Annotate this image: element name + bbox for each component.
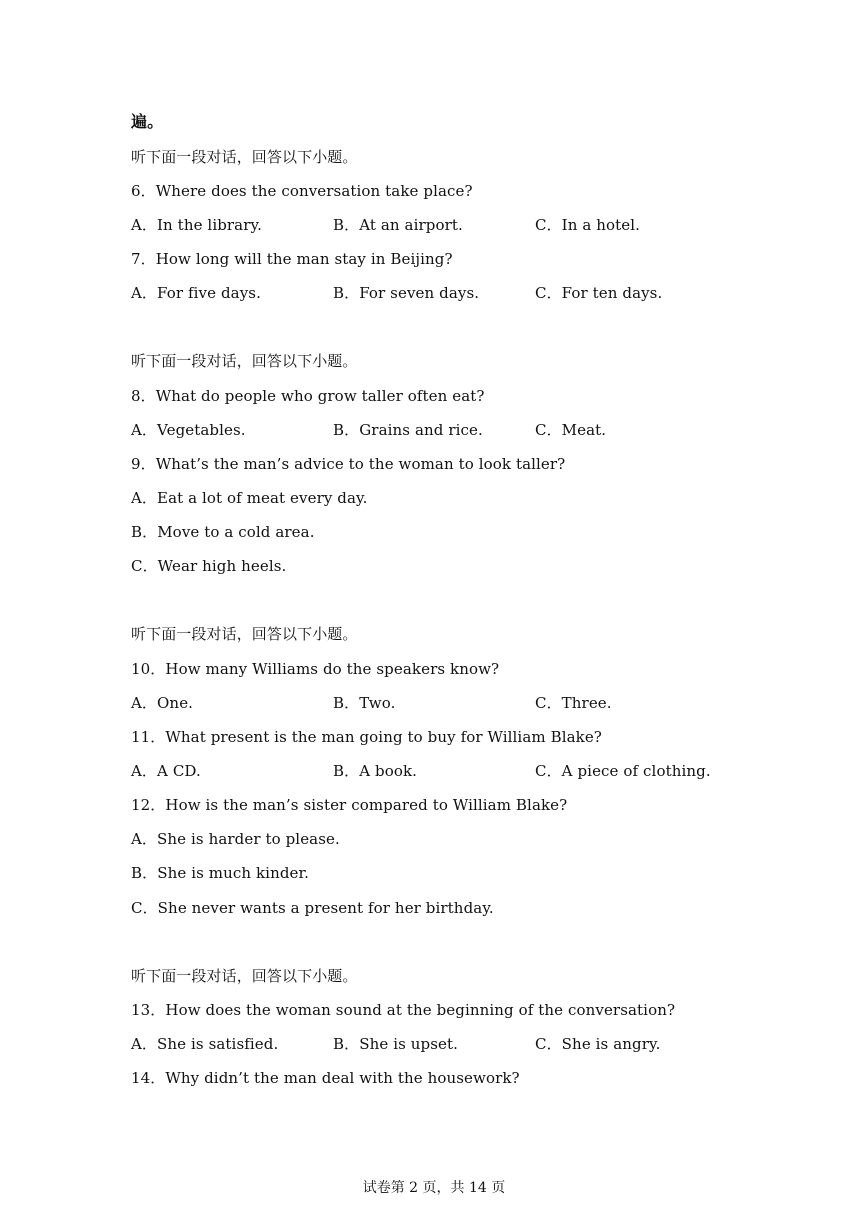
option-b: B．Move to a cold area. — [131, 523, 315, 541]
question-12: 12．How is the man’s sister compared to William Blake? — [131, 796, 568, 814]
option-c: C．A piece of clothing. — [535, 762, 711, 780]
option-c: C．For ten days. — [535, 284, 663, 302]
options-row — [0, 761, 868, 781]
option-b: B．She is upset. — [333, 1035, 459, 1053]
option-c: C．Three. — [535, 694, 612, 712]
option-b: B．For seven days. — [333, 284, 480, 302]
option-b: B．A book. — [333, 762, 418, 780]
question-7: 7．How long will the man stay in Beijing? — [131, 250, 453, 268]
option-b: B．At an airport. — [333, 216, 463, 234]
option-a: A．She is harder to please. — [131, 830, 340, 848]
options-row — [0, 693, 868, 713]
options-row — [0, 215, 868, 235]
question-14: 14．Why didn’t the man deal with the housework? — [131, 1069, 520, 1087]
question-8: 8．What do people who grow taller often eat? — [131, 387, 485, 405]
option-b: B．Two. — [333, 694, 396, 712]
option-b: B．She is much kinder. — [131, 864, 309, 882]
options-row — [0, 283, 868, 303]
continued-text: 遍。 — [131, 112, 164, 131]
option-c: C．She never wants a present for her birthday. — [131, 899, 494, 917]
question-9: 9．What’s the man’s advice to the woman to look taller? — [131, 455, 566, 473]
option-a: A．Eat a lot of meat every day. — [131, 489, 368, 507]
option-a: A．Vegetables. — [131, 421, 246, 439]
option-a: A．One. — [131, 694, 194, 712]
question-6: 6．Where does the conversation take place? — [131, 182, 473, 200]
question-10: 10．How many Williams do the speakers know? — [131, 660, 500, 678]
option-a: A．She is satisfied. — [131, 1035, 279, 1053]
question-13: 13．How does the woman sound at the beginning of the conversation? — [131, 1001, 676, 1019]
option-c: C．Meat. — [535, 421, 607, 439]
options-row — [0, 1034, 868, 1054]
page-footer: 试卷第 2 页，共 14 页 — [362, 1180, 506, 1196]
question-11: 11．What present is the man going to buy for William Blake? — [131, 728, 602, 746]
section-instruction: 听下面一段对话，回答以下小题。 — [131, 967, 358, 985]
section-instruction: 听下面一段对话，回答以下小题。 — [131, 625, 358, 643]
option-a: A．In the library. — [131, 216, 262, 234]
option-c: C．She is angry. — [535, 1035, 661, 1053]
section-instruction: 听下面一段对话，回答以下小题。 — [131, 352, 358, 370]
section-instruction: 听下面一段对话，回答以下小题。 — [131, 148, 358, 166]
option-c: C．In a hotel. — [535, 216, 641, 234]
option-c: C．Wear high heels. — [131, 557, 287, 575]
options-row — [0, 420, 868, 440]
option-a: A．A CD. — [131, 762, 201, 780]
option-a: A．For five days. — [131, 284, 261, 302]
option-b: B．Grains and rice. — [333, 421, 483, 439]
